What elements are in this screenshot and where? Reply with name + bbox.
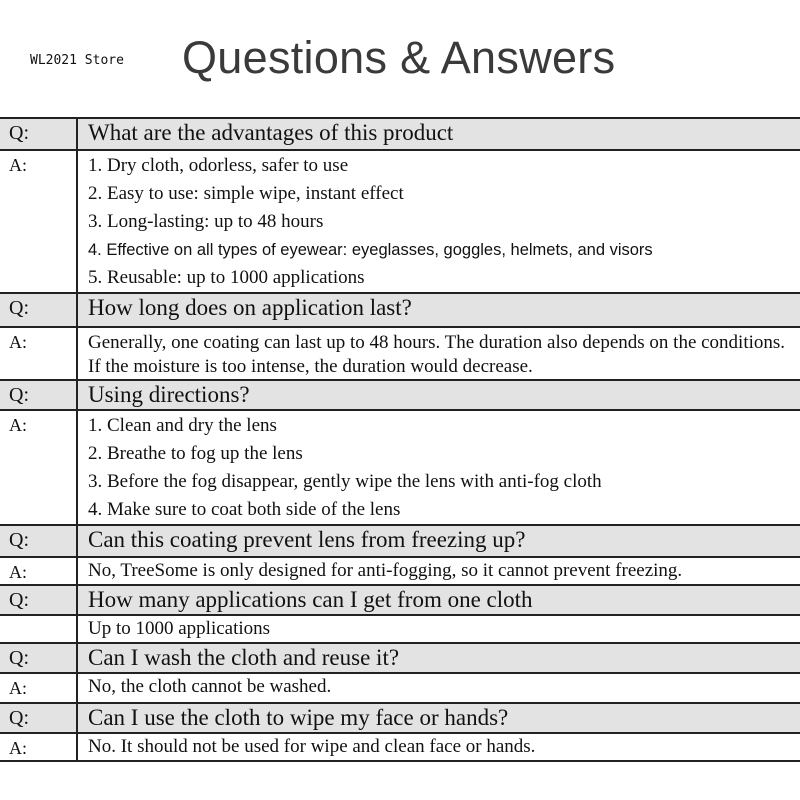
answer-row [0, 615, 800, 643]
a-label: A: [0, 150, 77, 293]
question-row [0, 585, 800, 615]
a-label: A: [0, 557, 77, 585]
answer-line: No, TreeSome is only designed for anti-fogging, so it cannot prevent freezing. [88, 560, 683, 581]
q-label: Q: [0, 525, 77, 557]
answer-line: 4. Effective on all types of eyewear: eyeglasses, goggles, helmets, and visors [88, 241, 653, 259]
answer-text [77, 557, 800, 585]
question-row [0, 525, 800, 557]
answer-line: 3. Long-lasting: up to 48 hours [88, 211, 324, 232]
q-label: Q: [0, 293, 77, 327]
question-row [0, 643, 800, 673]
question-row [0, 380, 800, 410]
answer-line: 1. Dry cloth, odorless, safer to use [88, 155, 349, 176]
answer-text [77, 615, 800, 643]
a-label: A: [0, 733, 77, 761]
question-text: What are the advantages of this product [77, 118, 800, 150]
answer-paragraph: Generally, one coating can last up to 48 hours. The duration also depends on the conditions. If the moisture is too intense, the duration would decrease. [88, 332, 786, 377]
a-label-empty [0, 615, 77, 643]
answer-line: Up to 1000 applications [88, 618, 271, 639]
q-label: Q: [0, 380, 77, 410]
question-text: Can I wash the cloth and reuse it? [77, 643, 800, 673]
answer-row [0, 733, 800, 761]
q-label: Q: [0, 118, 77, 150]
answer-row [0, 673, 800, 703]
answer-text [77, 733, 800, 761]
question-text: How long does on application last? [77, 293, 800, 327]
a-label: A: [0, 410, 77, 525]
answer-row [0, 150, 800, 293]
question-row [0, 118, 800, 150]
a-label: A: [0, 673, 77, 703]
question-text: Can I use the cloth to wipe my face or hands? [77, 703, 800, 733]
answer-line: No. It should not be used for wipe and clean face or hands. [88, 736, 536, 757]
answer-row [0, 557, 800, 585]
page-title: Questions & Answers [182, 32, 616, 83]
q-label: Q: [0, 703, 77, 733]
answer-line: 4. Make sure to coat both side of the lens [88, 499, 401, 520]
question-row [0, 703, 800, 733]
a-label: A: [0, 327, 77, 380]
answer-line: 2. Easy to use: simple wipe, instant effect [88, 183, 404, 204]
qa-table [0, 117, 800, 762]
answer-text [77, 327, 800, 380]
answer-line: 5. Reusable: up to 1000 applications [88, 267, 365, 288]
answer-text [77, 673, 800, 703]
answer-row [0, 327, 800, 380]
answer-text [77, 410, 800, 525]
answer-row [0, 410, 800, 525]
question-text: Using directions? [77, 380, 800, 410]
question-text: How many applications can I get from one cloth [77, 585, 800, 615]
answer-text [77, 150, 800, 293]
answer-line: 3. Before the fog disappear, gently wipe the lens with anti-fog cloth [88, 471, 602, 492]
answer-line: No, the cloth cannot be washed. [88, 676, 332, 697]
q-label: Q: [0, 643, 77, 673]
q-label: Q: [0, 585, 77, 615]
answer-line: 2. Breathe to fog up the lens [88, 443, 303, 464]
store-name: WL2021 Store [30, 53, 124, 68]
question-row [0, 293, 800, 327]
question-text: Can this coating prevent lens from freezing up? [77, 525, 800, 557]
answer-line: 1. Clean and dry the lens [88, 415, 277, 436]
